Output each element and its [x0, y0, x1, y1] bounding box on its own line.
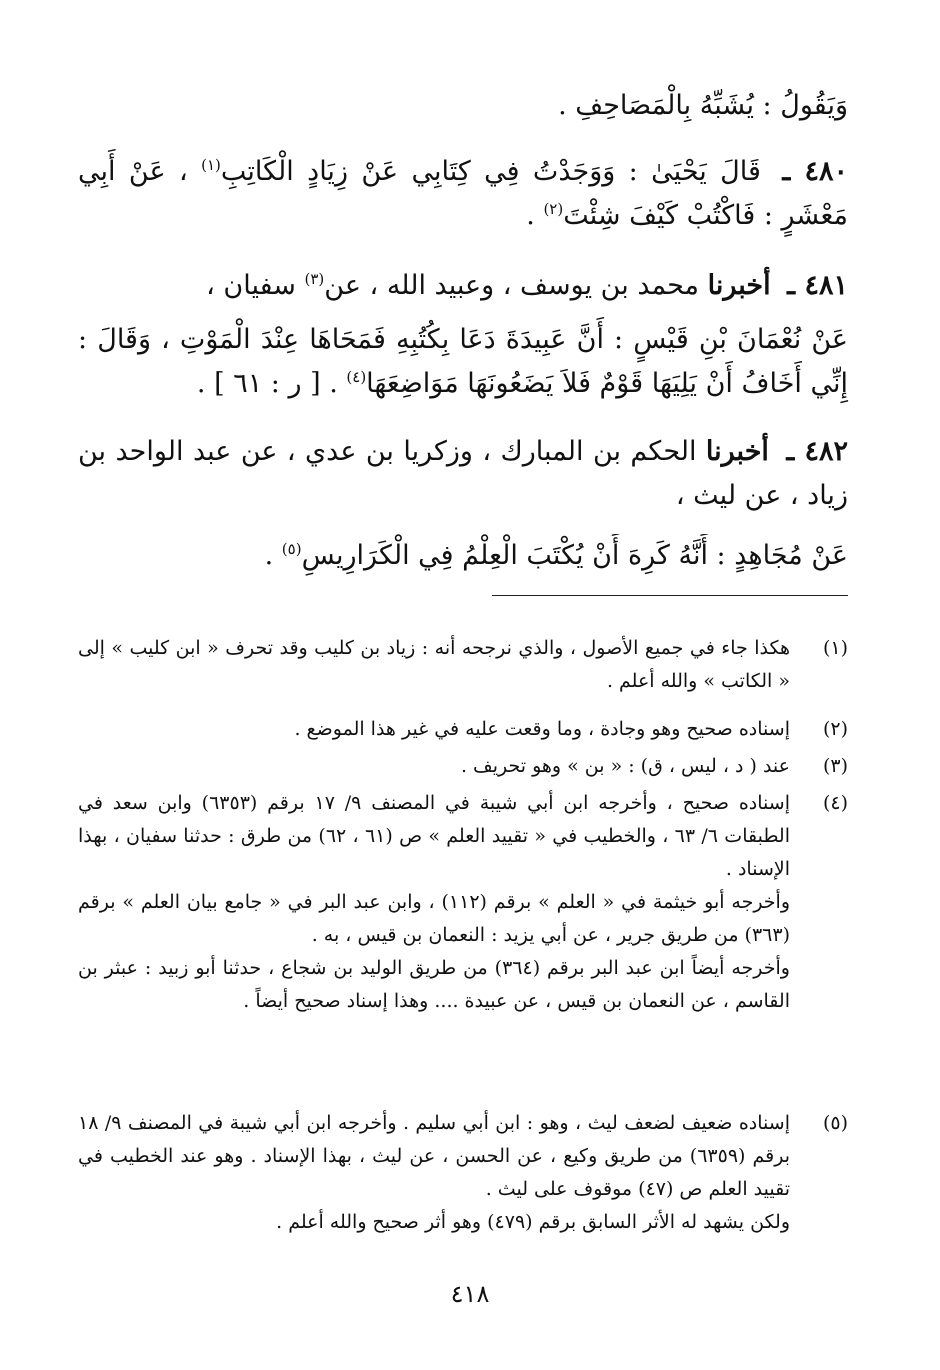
isnad-text: محمد بن يوسف ، وعبيد الله ، عن	[324, 270, 699, 301]
footnote-mark: (١)	[822, 637, 848, 659]
isnad-lead: أخبرنا	[705, 436, 769, 467]
footnote-mark: (٢)	[822, 718, 848, 740]
footnote-text: إسناده ضعيف لضعف ليث ، وهو : ابن أبي سليم . وأخرجه ابن أبي شيبة في المصنف ٩/ ١٨ برقم (٦٣٥٩) من طريق وكيع ، عن الحسن ، عن ليث ، بهذا الإسناد . وهو عند الخطيب في تقييد العلم ص (٤٧) موقوف على ليث .	[78, 1112, 791, 1200]
footnote-mark: (٣)	[822, 755, 848, 777]
matn-text: .	[264, 540, 274, 571]
footnote-4	[78, 787, 848, 1018]
footnote-text: وأخرجه أبو خيثمة في « العلم » برقم (١١٢) ، وابن عبد البر في « جامع بيان العلم » برقم (٣٦٣) من طريق جرير ، عن أبي يزيد : النعمان بن قيس ، به .	[78, 891, 790, 946]
hadith-481-isnad	[78, 264, 848, 308]
footnote-text: ولكن يشهد له الأثر السابق برقم (٤٧٩) وهو أثر صحيح والله أعلم .	[276, 1211, 790, 1233]
page-number: ٤١٨	[450, 1280, 490, 1308]
footnote-1	[78, 632, 848, 698]
matn-text: عَنْ مُجَاهِدٍ : أَنَّهُ كَرِهَ أَنْ يُكْتَبَ الْعِلْمُ فِي الْكَرَارِيسِ	[301, 540, 848, 571]
hadith-482-isnad	[78, 430, 848, 518]
footnote-mark: (٥)	[822, 1112, 848, 1134]
hadith-text: .	[526, 200, 535, 231]
footnote-3	[78, 750, 848, 783]
footnote-ref[interactable]: (٢)	[543, 200, 564, 218]
footnote-text: إسناده صحيح وهو وجادة ، وما وقعت عليه في غير هذا الموضع .	[294, 718, 790, 740]
footnote-ref[interactable]: (١)	[201, 156, 221, 174]
hadith-text: ، عَنْ أَبِي مَعْشَرٍ : فَاكْتُبْ كَيْفَ شِئْتَ	[78, 156, 848, 231]
footnote-ref[interactable]: (٣)	[304, 270, 325, 288]
hadith-number: ٤٨٢ ـ	[786, 436, 849, 467]
footnote-5	[78, 1107, 848, 1239]
hadith-number: ٤٨٠ ـ	[782, 156, 848, 187]
footnote-separator	[492, 595, 848, 596]
footnote-text: هكذا جاء في جميع الأصول ، والذي نرجحه أنه : زياد بن كليب وقد تحرف « ابن كليب » إلى « الكاتب » والله أعلم .	[78, 637, 790, 692]
matn-text: عَنْ نُعْمَانَ بْنِ قَيْسٍ : أَنَّ عَبِيدَةَ دَعَا بِكُتُبِهِ فَمَحَاهَا عِنْدَ الْمَوْتِ ، وَقَالَ : إِنِّي أَخَافُ أَنْ يَلِيَهَا قَوْمٌ فَلاَ يَضَعُونَهَا مَوَاضِعَهَا	[78, 324, 848, 399]
footnote-ref[interactable]: (٤)	[346, 368, 367, 386]
footnote-ref[interactable]: (٥)	[281, 540, 302, 558]
hadith-482-matn	[78, 534, 848, 578]
isnad-text: الحكم بن المبارك ، وزكريا بن عدي ، عن عبد الواحد بن زياد ، عن ليث ،	[78, 436, 848, 511]
hadith-text: قَالَ يَحْيَىٰ : وَوَجَدْتُ فِي كِتَابِي عَنْ زِيَادٍ الْكَاتِبِ	[220, 156, 761, 187]
hadith-number: ٤٨١ ـ	[787, 270, 848, 301]
footnote-text: وأخرجه أيضاً ابن عبد البر برقم (٣٦٤) من طريق الوليد بن شجاع ، حدثنا أبو زبيد : عبثر بن القاسم ، عن النعمان بن قيس ، عن عبيدة .... وهذا إسناد صحيح أيضاً .	[78, 957, 790, 1012]
footnote-2	[78, 713, 848, 746]
footnote-text: عند ( د ، ليس ، ق) : « بن » وهو تحريف .	[460, 755, 790, 777]
hadith-481-matn	[78, 318, 848, 406]
isnad-lead: أخبرنا	[707, 270, 771, 301]
matn-text: . [ ر : ٦١ ] .	[196, 368, 338, 399]
footnote-text: إسناده صحيح ، وأخرجه ابن أبي شيبة في المصنف ٩/ ١٧ برقم (٦٣٥٣) وابن سعد في الطبقات ٦/ ٦٣ ، والخطيب في « تقييد العلم » ص (٦١ ، ٦٢) من طرق : حدثنا سفيان ، بهذا الإسناد .	[78, 792, 790, 880]
isnad-text: سفيان ،	[206, 270, 296, 301]
hadith-480	[78, 150, 848, 238]
opening-text: وَيَقُولُ : يُشَبِّهُ بِالْمَصَاحِفِ .	[558, 90, 848, 121]
text-line-opening	[78, 84, 848, 128]
footnote-mark: (٤)	[822, 792, 848, 814]
